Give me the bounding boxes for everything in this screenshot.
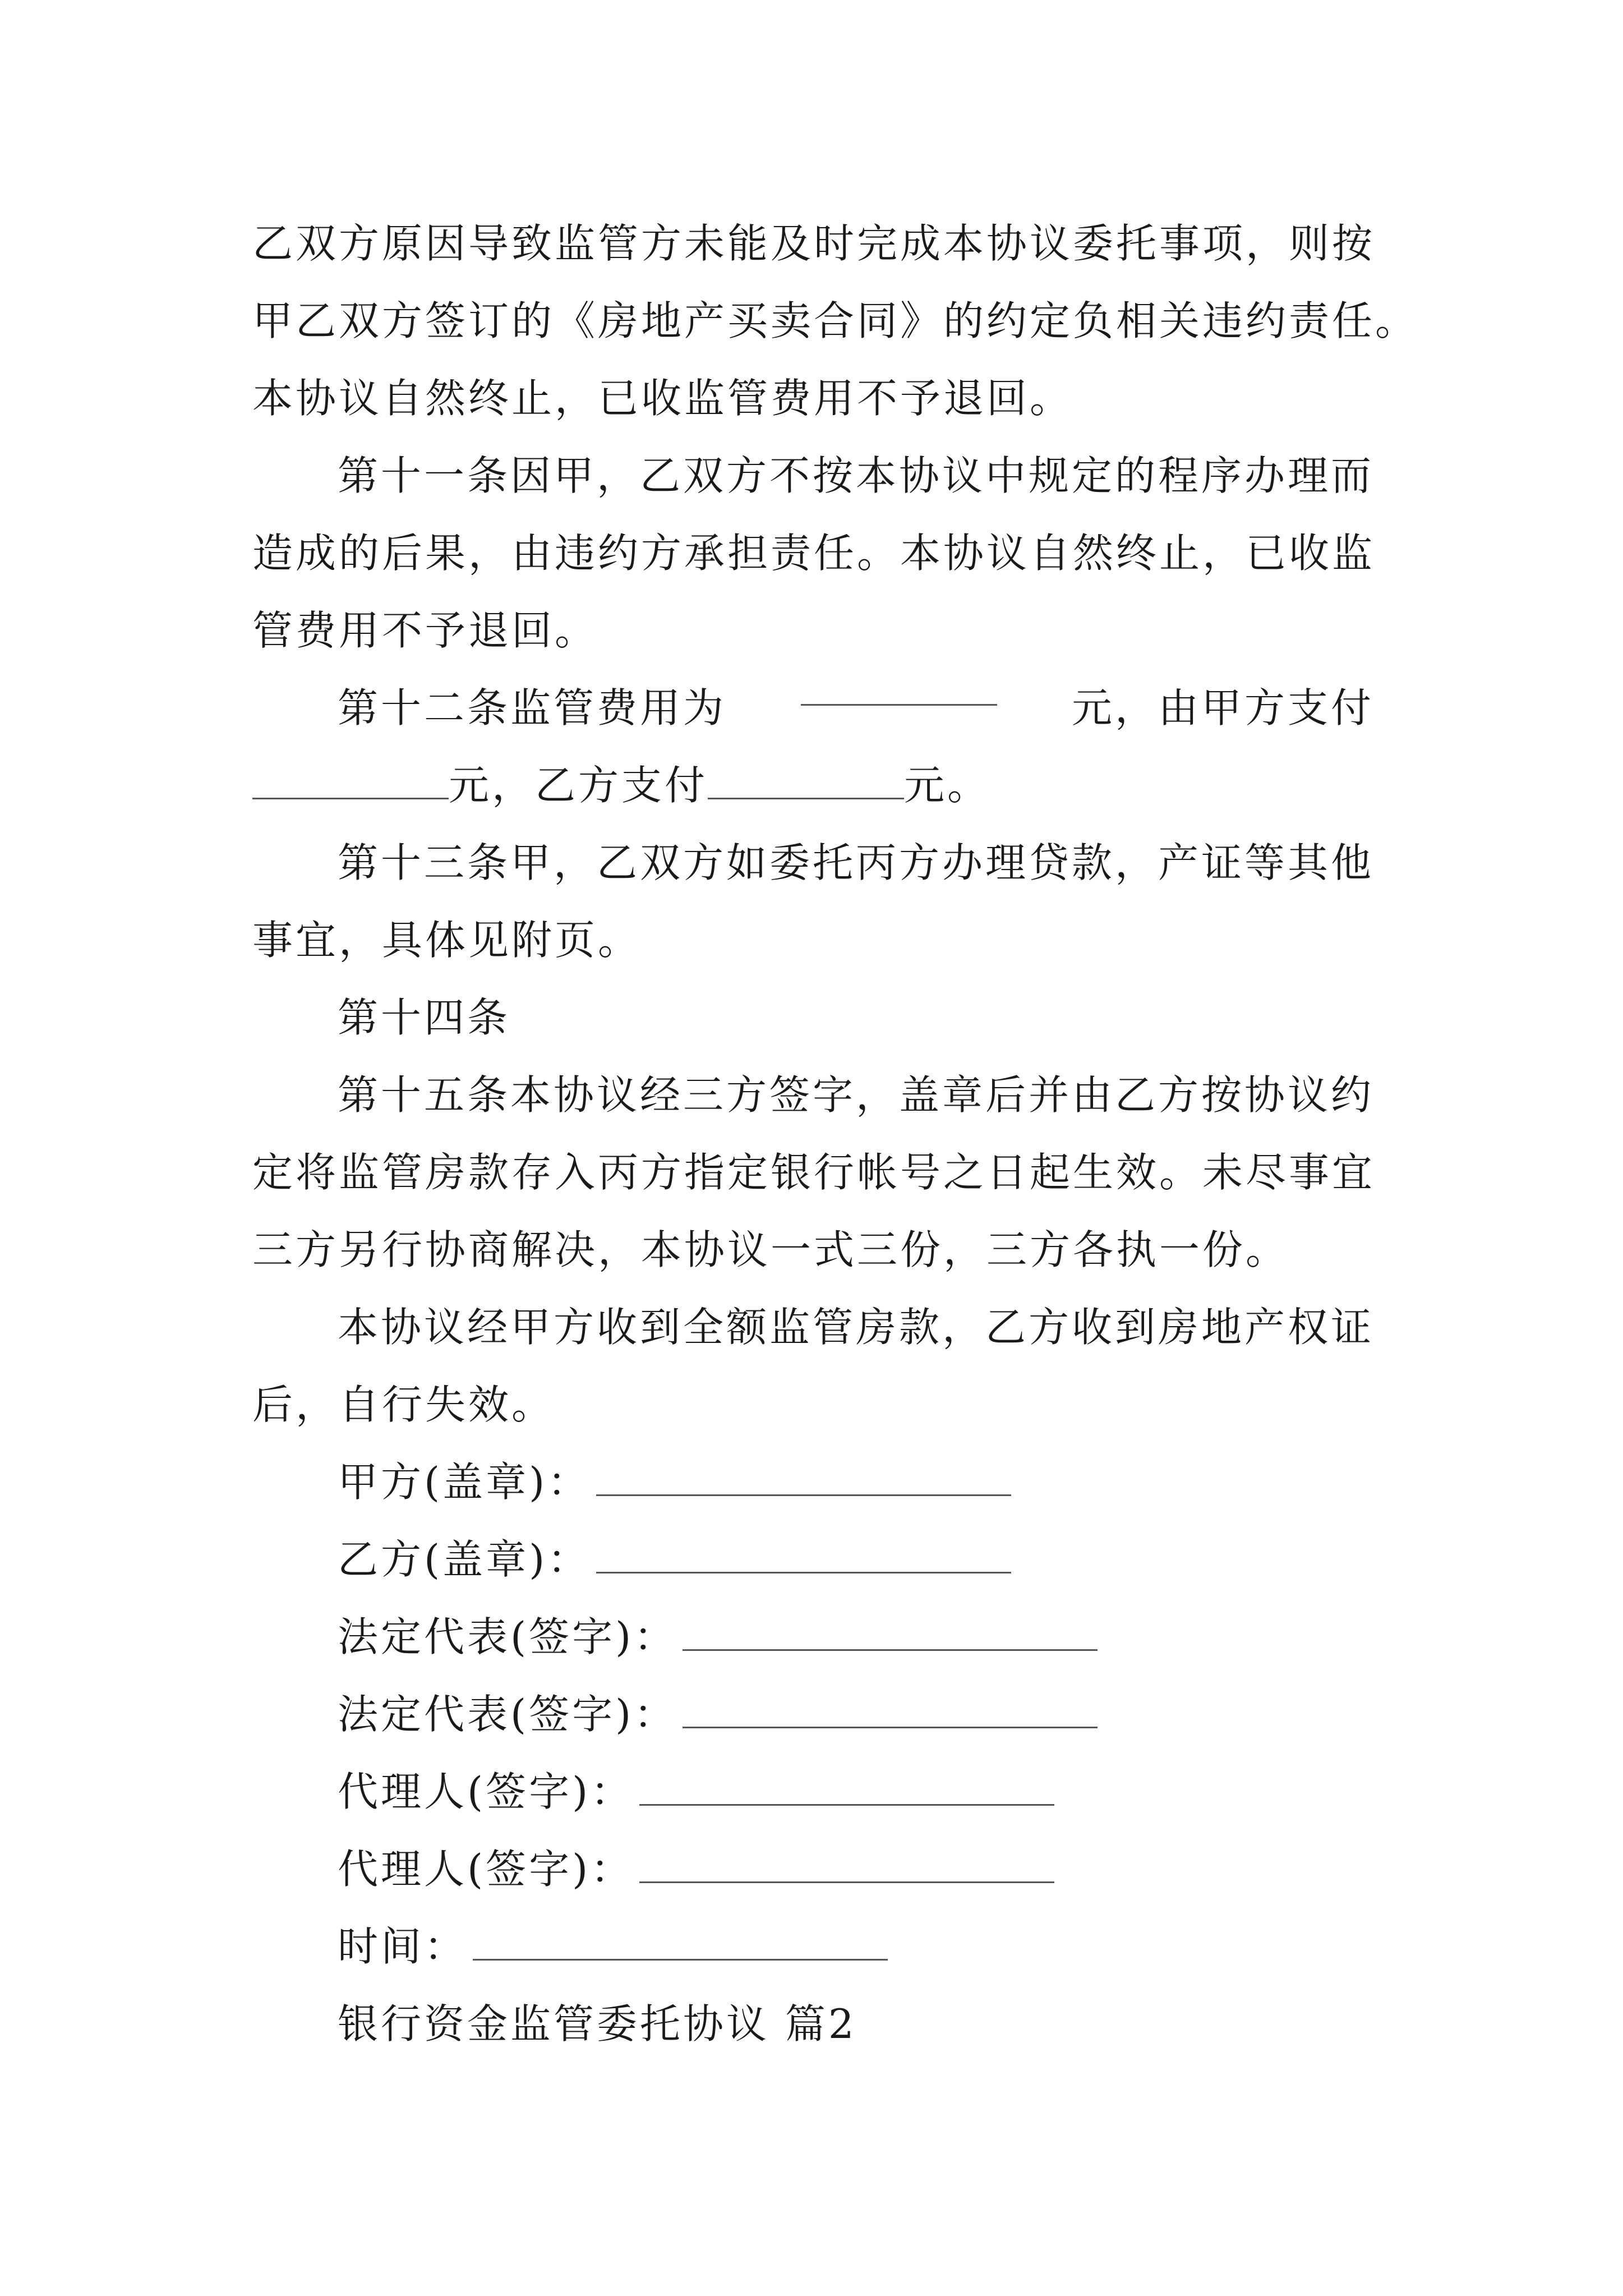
paragraph-line: 本协议自然终止，已收监管费用不予退回。 [252, 375, 1073, 422]
article-13-line: 第十三条甲，乙双方如委托丙方办理贷款，产证等其他 [338, 839, 1375, 886]
signature-agent-1 [252, 1753, 1374, 1830]
article-12-prefix: 第十二条监管费用为 [338, 684, 727, 731]
article-13-line: 事宜，具体见附页。 [252, 917, 642, 964]
signature-label: 代理人(签字)： [338, 1846, 634, 1893]
article-14-line: 第十四条 [338, 994, 511, 1041]
signature-legal-rep-2 [252, 1676, 1374, 1753]
fee-party-b-blank[interactable] [708, 763, 904, 799]
signature-party-b [252, 1521, 1374, 1598]
article-12-line-2 [252, 747, 1374, 824]
signature-blank[interactable] [596, 1537, 1011, 1573]
article-11-line: 管费用不予退回。 [252, 607, 598, 654]
signature-label: 法定代表(签字)： [338, 1691, 677, 1738]
article-12-mid: 元，由甲方支付 [1071, 684, 1374, 731]
article-15-line: 定将监管房款存入丙方指定银行帐号之日起生效。未尽事宜 [252, 1149, 1376, 1196]
validity-line: 后，自行失效。 [252, 1381, 555, 1428]
signature-date [252, 1908, 1374, 1985]
article-12-line [252, 669, 1374, 747]
signature-label: 乙方(盖章)： [338, 1536, 591, 1583]
signature-party-a [252, 1443, 1374, 1521]
fee-party-a-blank[interactable] [252, 763, 449, 799]
signature-blank[interactable] [639, 1769, 1054, 1806]
signature-agent-2 [252, 1830, 1374, 1908]
next-section-heading: 银行资金监管委托协议 篇2 [338, 2000, 857, 2047]
document-page [252, 205, 1419, 2063]
paragraph-line: 乙双方原因导致监管方未能及时完成本协议委托事项，则按 [252, 220, 1376, 267]
article-12-part-b: 元。 [904, 762, 991, 809]
signature-label: 代理人(签字)： [338, 1768, 634, 1815]
date-blank[interactable] [473, 1924, 888, 1961]
signature-blank[interactable] [683, 1692, 1098, 1728]
article-15-line: 第十五条本协议经三方签字，盖章后并由乙方按协议约 [338, 1071, 1375, 1119]
signature-blank[interactable] [683, 1614, 1098, 1651]
article-11-line: 第十一条因甲，乙双方不按本协议中规定的程序办理而 [338, 452, 1375, 499]
paragraph-line: 甲乙双方签订的《房地产买卖合同》的约定负相关违约责任。 [252, 297, 1419, 344]
article-15-line: 三方另行协商解决，本协议一式三份，三方各执一份。 [252, 1226, 1289, 1273]
signature-label: 甲方(盖章)： [338, 1458, 591, 1506]
article-11-line: 造成的后果，由违约方承担责任。本协议自然终止，已收监 [252, 530, 1376, 577]
fee-total-blank[interactable] [801, 669, 997, 706]
signature-blank[interactable] [639, 1847, 1054, 1883]
signature-legal-rep-1 [252, 1598, 1374, 1676]
signature-label: 法定代表(签字)： [338, 1613, 677, 1660]
validity-line: 本协议经甲方收到全额监管房款，乙方收到房地产权证 [338, 1304, 1375, 1351]
signature-blank[interactable] [596, 1460, 1011, 1496]
signature-label: 时间： [338, 1923, 468, 1970]
article-12-part-a: 元，乙方支付 [449, 762, 708, 809]
